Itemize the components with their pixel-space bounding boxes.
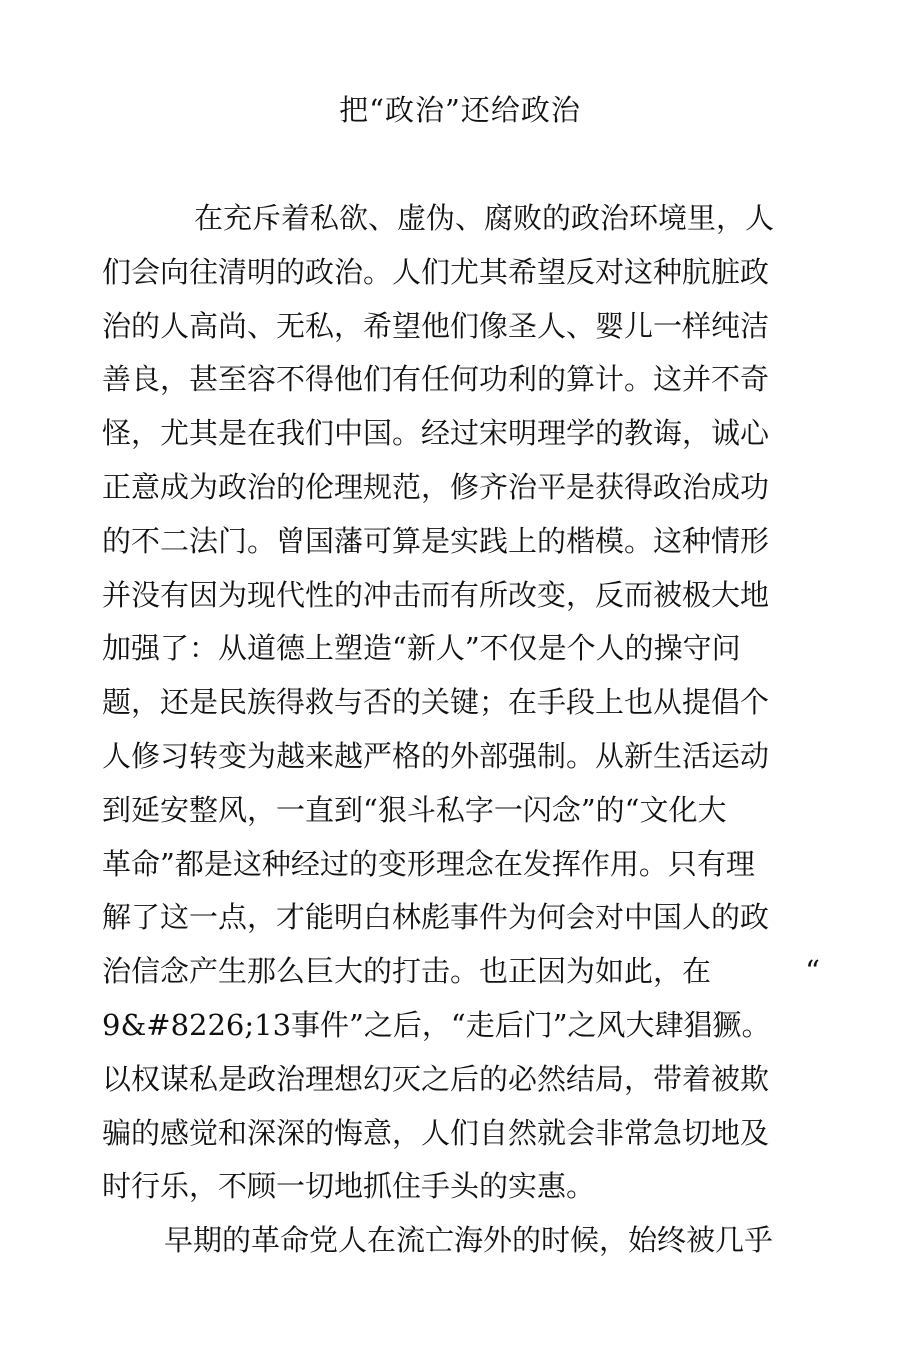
paragraph-line: 早期的革命党人在流亡海外的时候，始终被几乎 [164, 1223, 774, 1258]
paragraph-1 [102, 192, 820, 1214]
paragraph-line: 骗的感觉和深深的悔意，人们自然就会非常急切地及 [102, 1115, 770, 1150]
paragraph-line: 革命”都是这种经过的变形理念在发挥作用。只有理 [102, 846, 755, 881]
paragraph-line: 到延安整风，一直到“狠斗私字一闪念”的“文化大 [102, 792, 727, 827]
trailing-quote-mark: “ [805, 954, 820, 989]
page-title: 把“政治”还给政治 [339, 93, 581, 127]
paragraph-line: 以权谋私是政治理想幻灭之后的必然结局，带着被欺 [102, 1061, 770, 1096]
paragraph-line: 题，还是民族得救与否的关键；在手段上也从提倡个 [102, 685, 770, 720]
paragraph-line: 善良，甚至容不得他们有任何功利的算计。这并不奇 [102, 362, 770, 397]
paragraph-2 [102, 1214, 820, 1268]
paragraph-line: 的不二法门。曾国藩可算是实践上的楷模。这种情形 [102, 523, 770, 558]
paragraph-line: 治的人高尚、无私，希望他们像圣人、婴儿一样纯洁 [102, 308, 770, 343]
paragraph-line: 时行乐，不顾一切地抓住手头的实惠。 [102, 1169, 596, 1204]
paragraph-line: 在充斥着私欲、虚伪、腐败的政治环境里，人 [194, 201, 775, 235]
paragraph-line: 们会向往清明的政治。人们尤其希望反对这种肮脏政 [102, 254, 770, 289]
paragraph-line: 怪，尤其是在我们中国。经过宋明理学的教诲，诚心 [102, 416, 770, 451]
paragraph-line: 9&#8226;13事件”之后，“走后门”之风大肆猖獗。 [102, 1007, 771, 1042]
paragraph-line-with-quote [102, 945, 820, 999]
document-body [102, 192, 820, 1268]
paragraph-line: 人修习转变为越来越严格的外部强制。从新生活运动 [102, 738, 770, 773]
paragraph-line: 正意成为政治的伦理规范，修齐治平是获得政治成功 [102, 469, 770, 504]
paragraph-line: 加强了：从道德上塑造“新人”不仅是个人的操守问 [102, 631, 741, 666]
paragraph-line: 解了这一点，才能明白林彪事件为何会对中国人的政 [102, 900, 770, 935]
paragraph-line-text: 治信念产生那么巨大的打击。也正因为如此，在 [102, 954, 712, 989]
paragraph-line: 并没有因为现代性的冲击而有所改变，反而被极大地 [102, 577, 770, 612]
